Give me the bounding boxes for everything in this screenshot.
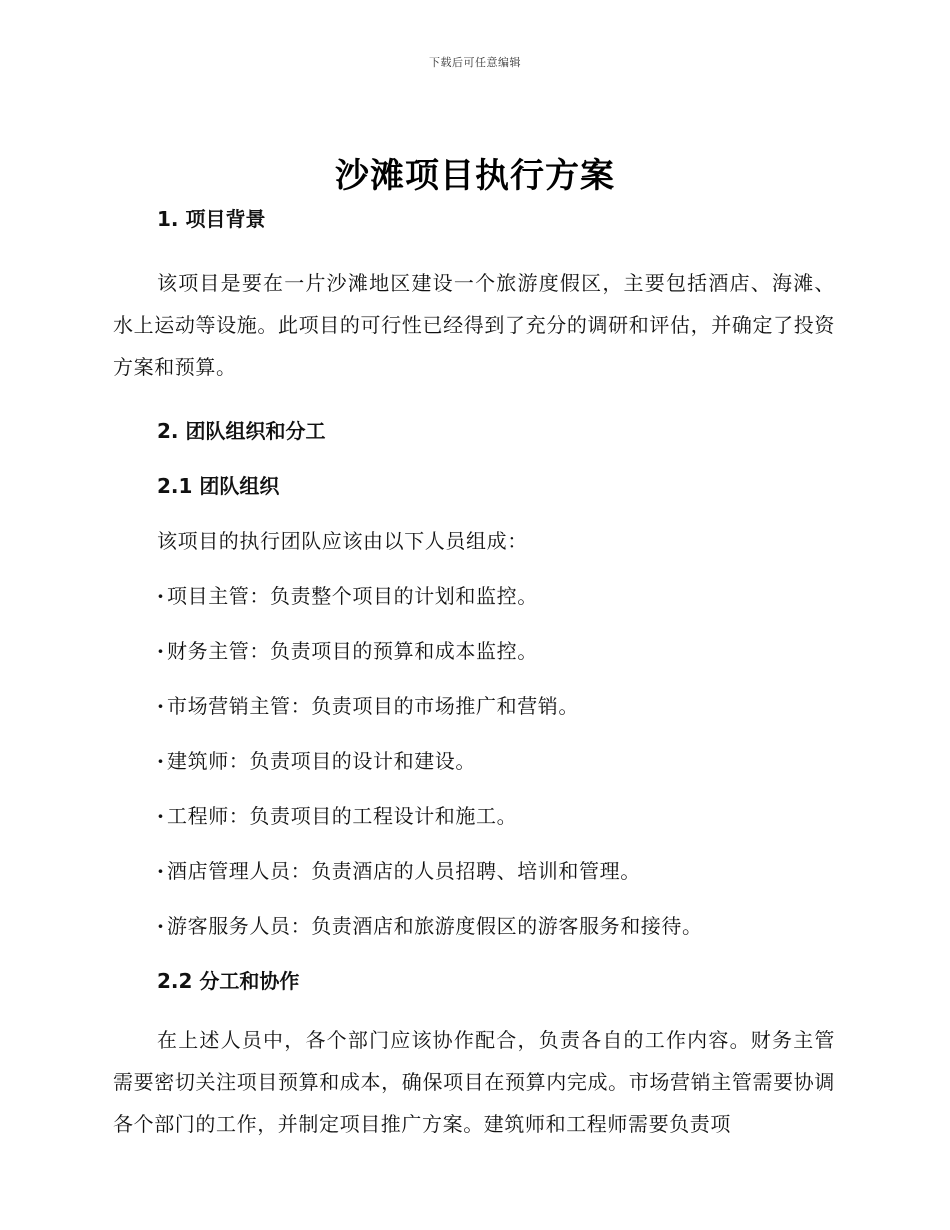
team-member-list xyxy=(113,583,835,939)
list-item xyxy=(157,693,835,719)
bullet-dot-icon: · xyxy=(157,859,165,883)
list-item xyxy=(157,858,835,884)
bullet-dot-icon: · xyxy=(157,694,165,718)
list-item-text: 酒店管理人员：负责酒店的人员招聘、培训和管理。 xyxy=(167,859,641,883)
list-item xyxy=(157,913,835,939)
list-item-text: 游客服务人员：负责酒店和旅游度假区的游客服务和接待。 xyxy=(167,914,703,938)
bullet-dot-icon: · xyxy=(157,639,165,663)
bullet-dot-icon: · xyxy=(157,749,165,773)
list-item xyxy=(157,638,835,664)
section-2-2-paragraph: 在上述人员中，各个部门应该协作配合，负责各自的工作内容。财务主管需要密切关注项目预算和成本，确保项目在预算内完成。市场营销主管需要协调各个部门的工作，并制定项目推广方案。建筑师和工程师需要负责项 xyxy=(113,1028,835,1136)
bullet-dot-icon: · xyxy=(157,584,165,608)
list-item xyxy=(157,803,835,829)
section-1-paragraph: 该项目是要在一片沙滩地区建设一个旅游度假区，主要包括酒店、海滩、水上运动等设施。此项目的可行性已经得到了充分的调研和评估，并确定了投资方案和预算。 xyxy=(113,271,835,379)
section-2-1-heading: 2.1 团队组织 xyxy=(157,474,280,498)
document-title: 沙滩项目执行方案 xyxy=(335,156,615,196)
header-note: 下载后可任意编辑 xyxy=(429,56,521,69)
section-2-2-heading: 2.2 分工和协作 xyxy=(157,969,300,993)
list-item-text: 市场营销主管：负责项目的市场推广和营销。 xyxy=(167,694,579,718)
section-2-heading: 2. 团队组织和分工 xyxy=(157,419,326,443)
list-item xyxy=(157,583,835,609)
list-item-text: 建筑师：负责项目的设计和建设。 xyxy=(167,749,476,773)
list-item-text: 工程师：负责项目的工程设计和施工。 xyxy=(167,804,518,828)
bullet-dot-icon: · xyxy=(157,804,165,828)
list-item-text: 项目主管：负责整个项目的计划和监控。 xyxy=(167,584,538,608)
section-2-1-intro: 该项目的执行团队应该由以下人员组成： xyxy=(157,529,528,553)
list-item-text: 财务主管：负责项目的预算和成本监控。 xyxy=(167,639,538,663)
section-1-heading: 1. 项目背景 xyxy=(157,207,266,231)
bullet-dot-icon: · xyxy=(157,914,165,938)
document-body xyxy=(113,206,835,1145)
list-item xyxy=(157,748,835,774)
